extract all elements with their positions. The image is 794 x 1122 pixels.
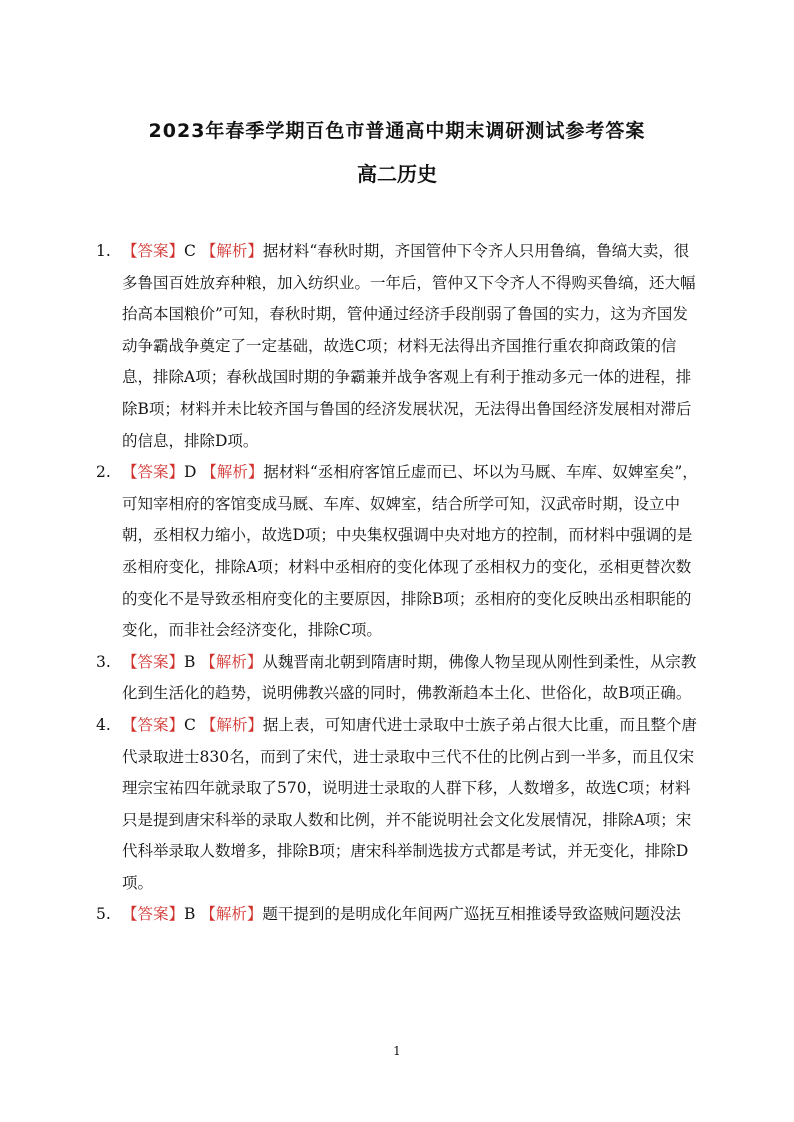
answer-tag: 【答案】 <box>122 463 185 482</box>
answer-tag: 【答案】 <box>122 715 185 734</box>
answer-value: C <box>184 242 196 260</box>
analysis-tag: 【解析】 <box>200 652 263 671</box>
item-number: 5. <box>96 905 111 924</box>
analysis-text: 据上表，可知唐代进士录取中士族子弟占很大比重，而且整个唐代录取进士830名，而到了宋代，进士录取中三代不仕的比例占到一半多，而且仅宋理宗宝祐四年就录取了570，说明进士录取的人群下移，人数增多，故选C项；材料只是提到唐宋科举的录取人数和比例，并不能说明社会文化发展情况，排除A项；宋代科举录取人数增多，排除B项；唐宋科举制选拔方式都是考试，并无变化，排除D项。 <box>122 715 697 892</box>
analysis-tag: 【解析】 <box>200 905 263 924</box>
analysis-text: 据材料“丞相府客馆丘虚而已、坏以为马厩、车库、奴婢室矣”，可知宰相府的客馆变成马厩、车库、奴婢室，结合所学可知，汉武帝时期，设立中朝，丞相权力缩小，故选D项；中央集权强调中央对地方的控制，而材料中强调的是丞相府变化，排除A项；材料中丞相府的变化体现了丞相权力的变化，丞相更替次数的变化不是导致丞相府变化的主要原因，排除B项；丞相府的变化反映出丞相职能的变化，而非社会经济变化，排除C项。 <box>122 463 698 640</box>
answer-item-5 <box>96 899 700 931</box>
page-number: 1 <box>393 1044 401 1058</box>
answer-item-4 <box>96 710 700 900</box>
answer-tag: 【答案】 <box>122 905 185 924</box>
item-number: 1. <box>96 242 111 260</box>
answer-tag: 【答案】 <box>122 652 185 671</box>
item-number: 3. <box>96 652 111 671</box>
analysis-tag: 【解析】 <box>201 463 264 482</box>
analysis-text: 从魏晋南北朝到隋唐时期，佛像人物呈现从刚性到柔性，从宗教化到生活化的趋势，说明佛教兴盛的同时，佛教渐趋本土化、世俗化，故B项正确。 <box>122 652 697 703</box>
item-number: 4. <box>96 715 111 734</box>
answer-item-3 <box>96 647 700 710</box>
answer-value: C <box>184 715 196 734</box>
analysis-text: 据材料“春秋时期，齐国管仲下令齐人只用鲁缟，鲁缟大卖，很多鲁国百姓放弃种粮，加入纺织业。一年后，管仲又下令齐人不得购买鲁缟，还大幅抬高本国粮价”可知，春秋时期，管仲通过经济手段削弱了鲁国的实力，这为齐国发动争霸战争奠定了一定基础，故选C项；材料无法得出齐国推行重农抑商政策的信息，排除A项；春秋战国时期的争霸兼并战争客观上有利于推动多元一体的进程，排除B项；材料并未比较齐国与鲁国的经济发展状况，无法得出鲁国经济发展相对滞后的信息，排除D项。 <box>122 242 696 450</box>
answer-item-1 <box>96 236 700 457</box>
answer-value: D <box>184 463 197 482</box>
answer-tag: 【答案】 <box>122 242 185 260</box>
item-number: 2. <box>96 463 111 482</box>
document-subtitle: 高二历史 <box>357 162 437 186</box>
answer-list <box>96 236 700 931</box>
analysis-tag: 【解析】 <box>200 242 263 260</box>
document-title: 2023年春季学期百色市普通高中期末调研测试参考答案 <box>148 120 646 142</box>
analysis-text: 题干提到的是明成化年间两广巡抚互相推诿导致盗贼问题没法 <box>262 905 681 924</box>
answer-item-2 <box>96 457 700 647</box>
answer-value: B <box>184 905 196 924</box>
analysis-tag: 【解析】 <box>200 715 263 734</box>
answer-value: B <box>184 652 196 671</box>
